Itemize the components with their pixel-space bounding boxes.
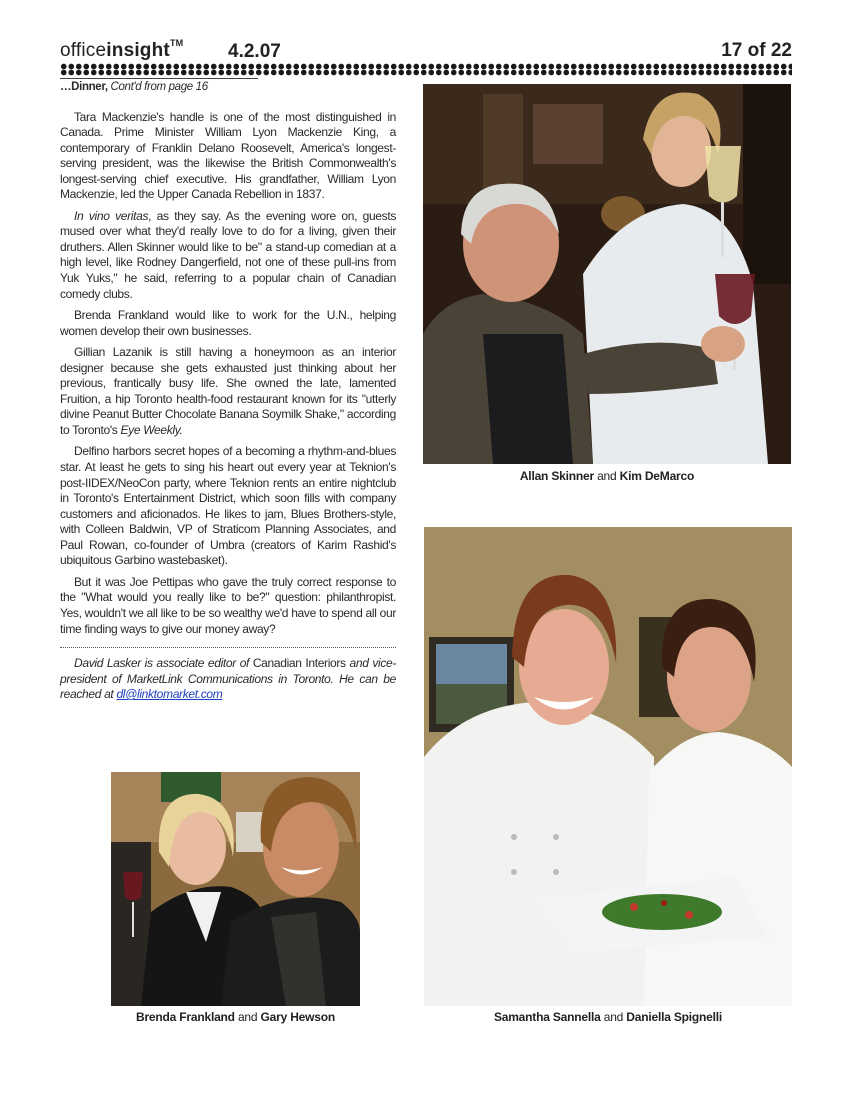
caption-name-1: Allan Skinner xyxy=(519,469,594,483)
issue-date: 4.2.07 xyxy=(228,41,281,62)
photo-skinner-demarco xyxy=(423,84,791,464)
paragraph-2 xyxy=(60,209,396,302)
caption-sannella-spignelli xyxy=(424,1010,792,1024)
paragraph-4-italic: Eye Weekly. xyxy=(120,422,183,437)
author-email-link[interactable]: dl@linktomarket.com xyxy=(116,687,223,702)
paragraph-4 xyxy=(60,345,396,438)
bio-text-b: and vice-president of MarketLink Communications in Toronto. He can be reached at xyxy=(60,656,397,702)
continued-title: …Dinner, xyxy=(60,81,108,93)
header-dotted-rule-2 xyxy=(60,68,792,77)
continued-note: Cont'd from page 16 xyxy=(110,81,208,93)
author-bio xyxy=(60,656,396,703)
logo-prefix: office xyxy=(60,40,107,61)
bio-text-a: David Lasker is associate editor of xyxy=(74,656,250,671)
paragraph-4-text: Gillian Lazanik is still having a honeymoon as an interior designer because she gets exhausted just thinking about her previous, frantically busy life. She owned the late, lamented Fruition, a hip Toronto health-food restaurant known for its "utterly divine Peanut Butter Chocolate Banana Soymilk Shake," according to Toronto's xyxy=(60,345,396,437)
paragraph-6: But it was Joe Pettipas who gave the truly correct response to the "What would you really like to be?" question: philanthropist. Yes, wouldn't we all like to be so wealthy we'd have to spend all our time finding ways to give our money away? xyxy=(60,574,396,636)
section-rule xyxy=(60,78,258,79)
caption-skinner-demarco xyxy=(423,469,791,483)
caption-and: and xyxy=(597,469,617,483)
logo-mid: insight xyxy=(106,40,170,61)
caption-name-2: Gary Hewson xyxy=(260,1010,336,1024)
continued-label xyxy=(60,80,396,96)
caption-and: and xyxy=(603,1010,624,1024)
page-number: 17 of 22 xyxy=(721,40,792,61)
article-column xyxy=(60,80,396,703)
caption-frankland-hewson xyxy=(111,1010,360,1024)
paragraph-5: Delfino harbors secret hopes of a becoming a rhythm-and-blues star. At least he gets to sing his heart out every year at Teknion's post-IIDEX/NeoCon party, where Teknion rents an entire nightclub in Toronto's Entertainment District, which soon fills with company customers and aficionados. He likes to jam, Blues Brothers-style, with Colleen Baldwin, VP of Straticom Planning Associates, and Paul Rowan, co-founder of Umbra (creators of Karim Rashid's ubiquitous Garbino wastebasket). xyxy=(60,444,396,568)
paragraph-1: Tara Mackenzie's handle is one of the most distinguished in Canada. Prime Minister William Lyon Mackenzie King, a contemporary of Franklin Delano Roosevelt, America's longest-serving president, was the likewise the British Commonwealth's longest-serving chief executive. His grandfather, William Lyon Mackenzie, led the Upper Canada Rebellion in 1837. xyxy=(60,109,396,202)
caption-name-2: Daniella Spignelli xyxy=(626,1010,723,1024)
trademark-mark: TM xyxy=(169,37,184,48)
paragraph-2-text: , as they say. As the evening wore on, guests mused over what they'd really love to do for a living, given their druthers. Allen Skinner would like to be" a stand-up comedian at a high level, like Rodney Dangerfield, not one of these pull-ins from Yuk Yuks," he said, referring to a popular chain of Canadian comedy clubs. xyxy=(60,208,397,301)
caption-name-1: Samantha Sannella xyxy=(493,1010,601,1024)
photo-sannella-spignelli xyxy=(424,527,792,1006)
caption-name-1: Brenda Frankland xyxy=(135,1010,235,1024)
paragraph-3: Brenda Frankland would like to work for the U.N., helping women develop their own businesses. xyxy=(60,308,396,338)
bio-separator xyxy=(60,647,396,648)
bio-publication: Canadian Interiors xyxy=(252,656,346,671)
publication-logo xyxy=(60,37,184,62)
caption-name-2: Kim DeMarco xyxy=(619,469,695,483)
photo-frankland-hewson xyxy=(111,772,360,1006)
paragraph-2-italic: In vino veritas xyxy=(74,208,149,223)
caption-and: and xyxy=(237,1010,258,1024)
